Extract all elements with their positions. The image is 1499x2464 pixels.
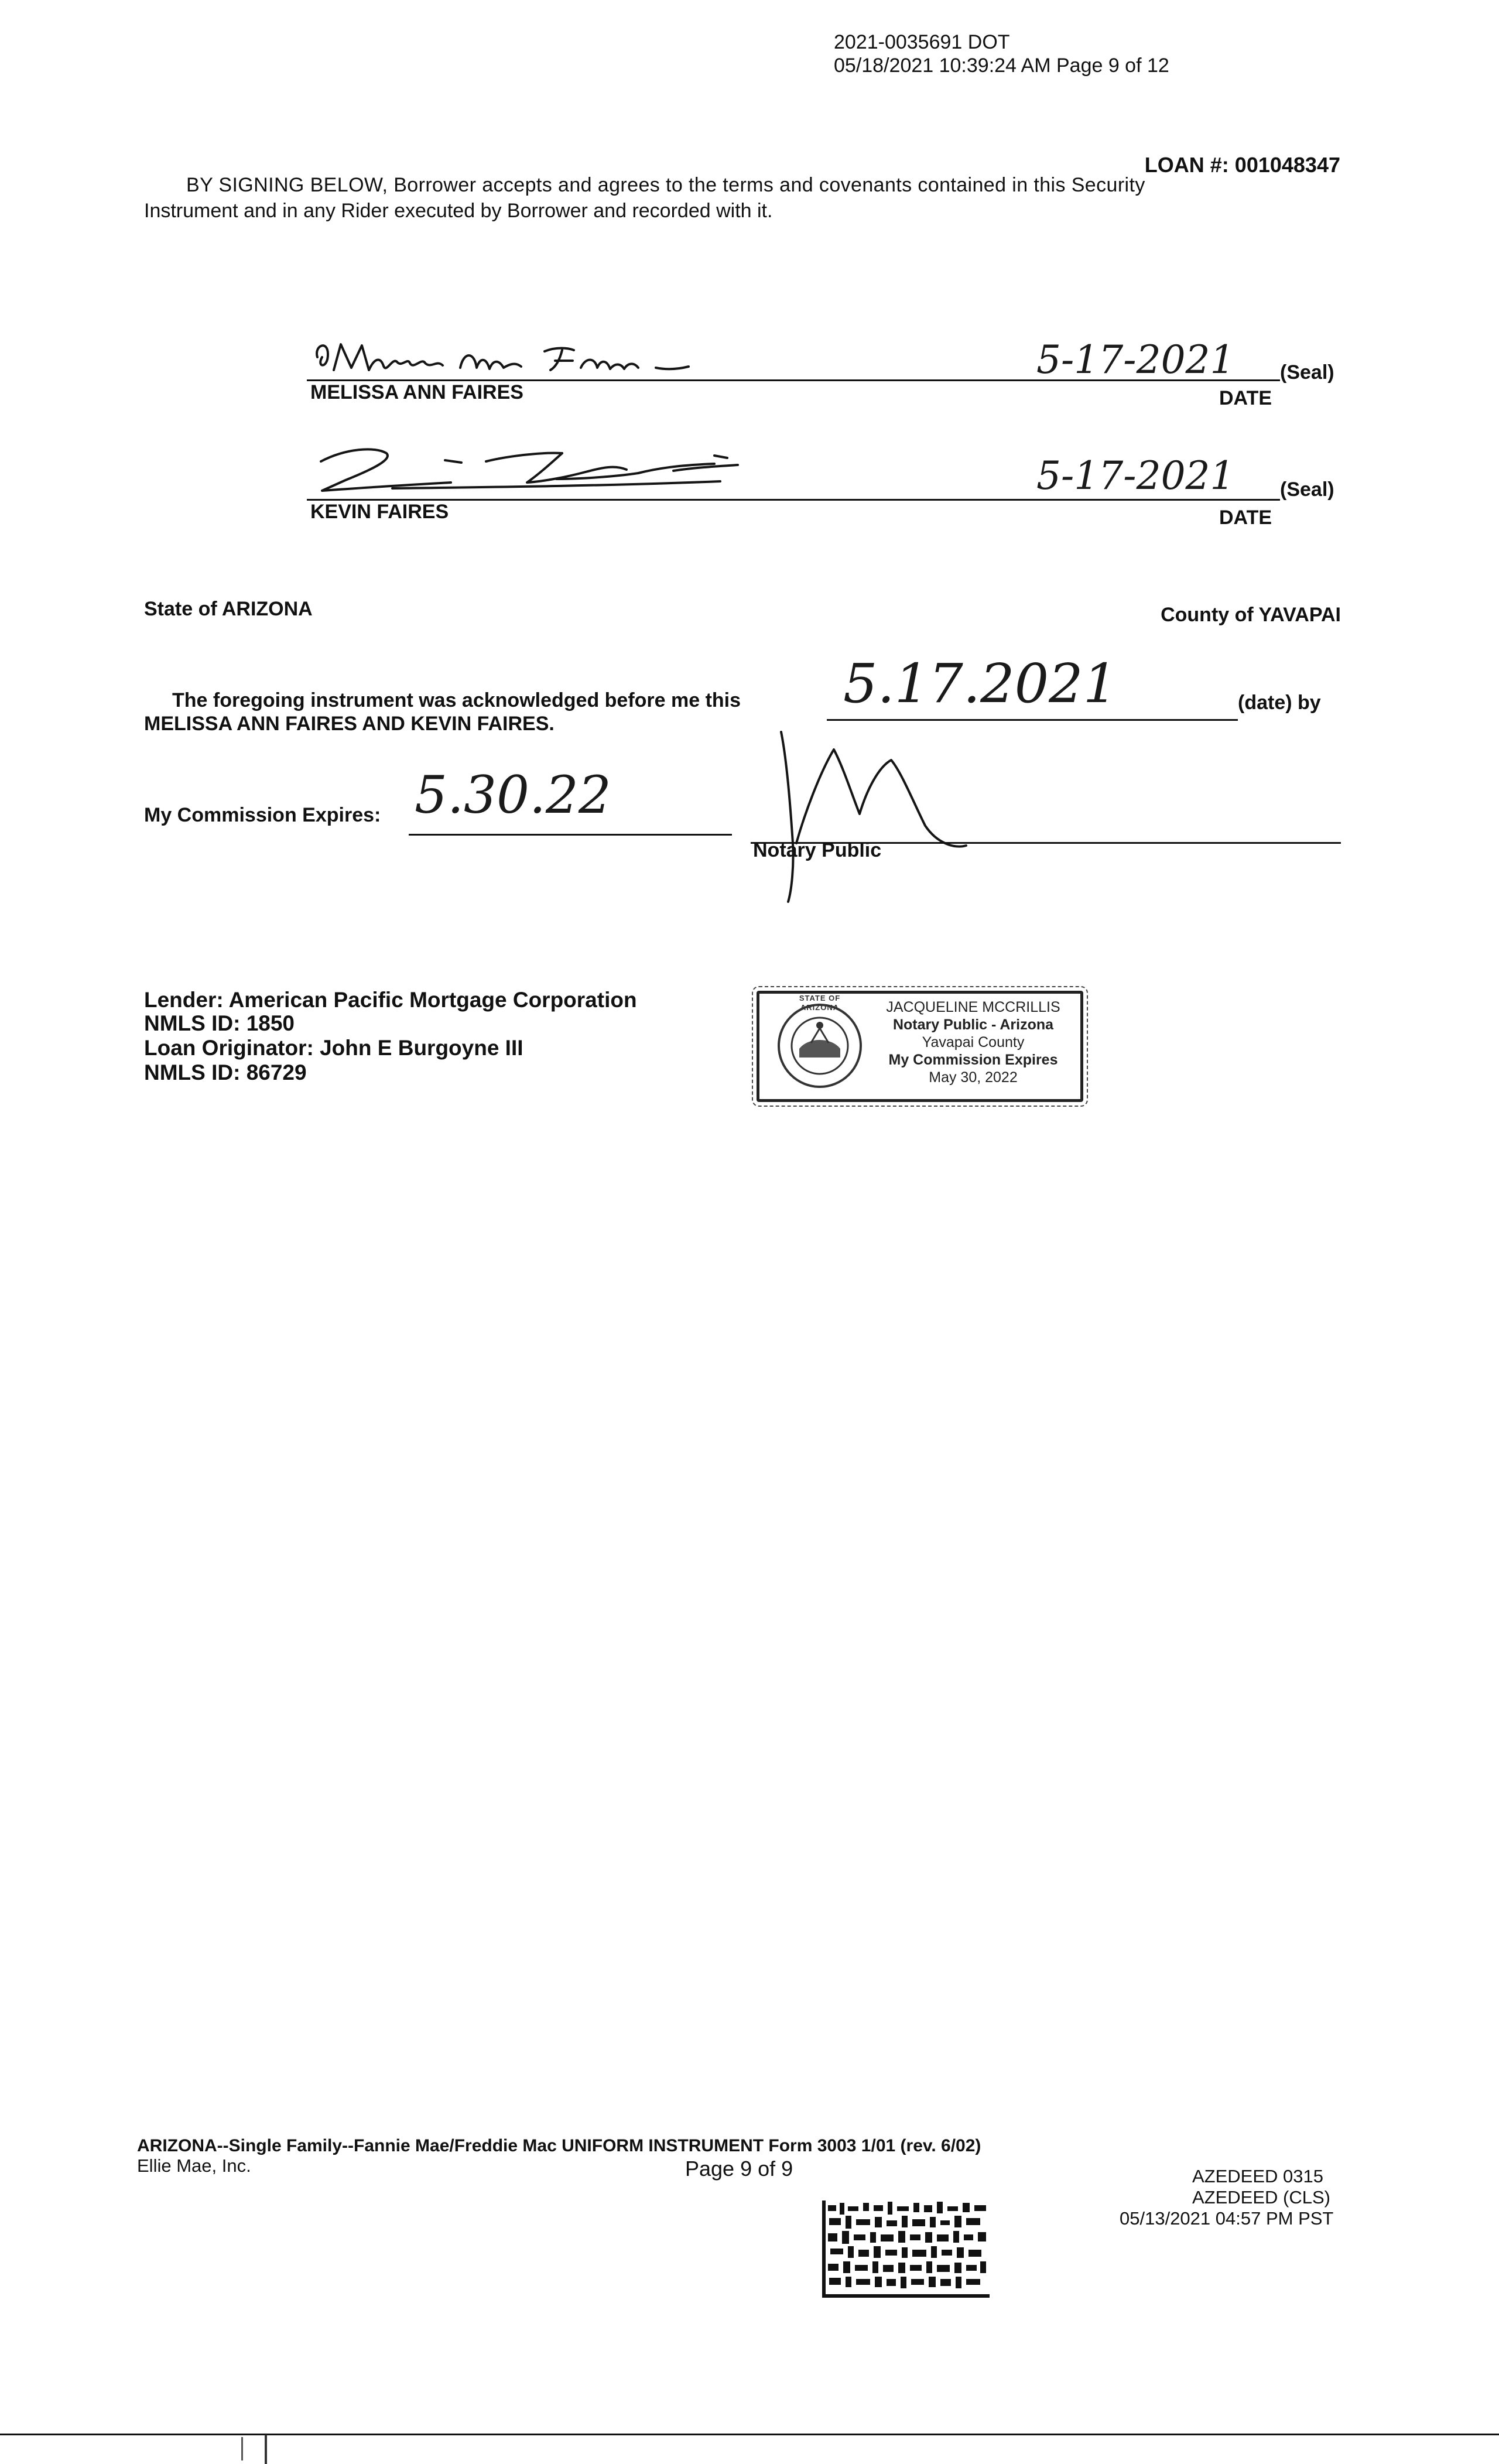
footer-form: ARIZONA--Single Family--Fannie Mae/Freddie Mac UNIFORM INSTRUMENT Form 3003 1/01 (rev. 6/02)	[137, 2136, 981, 2155]
lender-line-2: NMLS ID: 1850	[144, 1011, 295, 1035]
commission-line	[409, 834, 732, 836]
notary-seal-icon	[776, 1002, 864, 1090]
loan-number: LOAN #: 001048347	[1144, 153, 1340, 177]
borrower-1-date-label: DATE	[1219, 387, 1272, 409]
borrower-1-signature	[310, 334, 732, 381]
notary-signature	[761, 726, 1054, 908]
footer-code-1: AZEDEED 0315	[1192, 2166, 1323, 2186]
notary-label: Notary Public	[753, 839, 882, 861]
borrower-2-signature-line	[307, 499, 1280, 501]
lender-line-4: NMLS ID: 86729	[144, 1060, 307, 1084]
notary-seal-ring-text: STATE OF ARIZONA	[799, 994, 841, 1012]
commission-label: My Commission Expires:	[144, 804, 381, 826]
borrower-2-seal: (Seal)	[1280, 478, 1334, 501]
borrower-1-date-handwritten: 5-17-2021	[1036, 337, 1235, 382]
ack-names: MELISSA ANN FAIRES AND KEVIN FAIRES.	[144, 713, 555, 735]
stamp-name: JACQUELINE MCCRILLIS	[886, 999, 1060, 1015]
stamp-expires-label: My Commission Expires	[888, 1052, 1058, 1068]
footer-page: Page 9 of 9	[685, 2157, 793, 2181]
state-label: State of ARIZONA	[144, 598, 313, 620]
borrower-1-name: MELISSA ANN FAIRES	[310, 381, 523, 403]
ack-prefix: The foregoing instrument was acknowledged before me this	[172, 689, 741, 711]
stamp-expires-date: May 30, 2022	[929, 1069, 1018, 1086]
scan-tick-1	[241, 2437, 243, 2460]
borrower-2-date-handwritten: 5-17-2021	[1036, 453, 1235, 498]
recording-timestamp: 05/18/2021 10:39:24 AM Page 9 of 12	[834, 54, 1169, 77]
borrower-2-date-label: DATE	[1219, 507, 1272, 529]
intro-line-2: Instrument and in any Rider executed by Borrower and recorded with it.	[144, 200, 773, 222]
lender-line-3: Loan Originator: John E Burgoyne III	[144, 1036, 523, 1060]
bottom-scan-line	[0, 2434, 1499, 2435]
borrower-2-signature	[310, 438, 790, 508]
borrower-1-seal: (Seal)	[1280, 361, 1334, 384]
lender-line-1: Lender: American Pacific Mortgage Corporation	[144, 988, 637, 1012]
notary-stamp	[757, 991, 1083, 1102]
borrower-2-name: KEVIN FAIRES	[310, 501, 449, 523]
footer-code-2: AZEDEED (CLS)	[1192, 2187, 1330, 2208]
ack-date-line	[827, 719, 1238, 721]
footer-code-3: 05/13/2021 04:57 PM PST	[1120, 2208, 1334, 2229]
ack-suffix: (date) by	[1238, 692, 1321, 714]
recording-doc-number: 2021-0035691 DOT	[834, 31, 1010, 53]
stamp-title: Notary Public - Arizona	[892, 1017, 1054, 1033]
stamp-county: Yavapai County	[922, 1034, 1025, 1050]
barcode-icon	[822, 2201, 990, 2298]
ack-date-handwritten: 5.17.2021	[843, 652, 1118, 715]
commission-date-handwritten: 5.30.22	[415, 765, 611, 825]
intro-line-1: BY SIGNING BELOW, Borrower accepts and agrees to the terms and covenants contained in this Security	[186, 174, 1145, 196]
footer-company: Ellie Mae, Inc.	[137, 2155, 251, 2176]
scan-tick-2	[265, 2435, 267, 2464]
county-label: County of YAVAPAI	[1161, 604, 1341, 626]
